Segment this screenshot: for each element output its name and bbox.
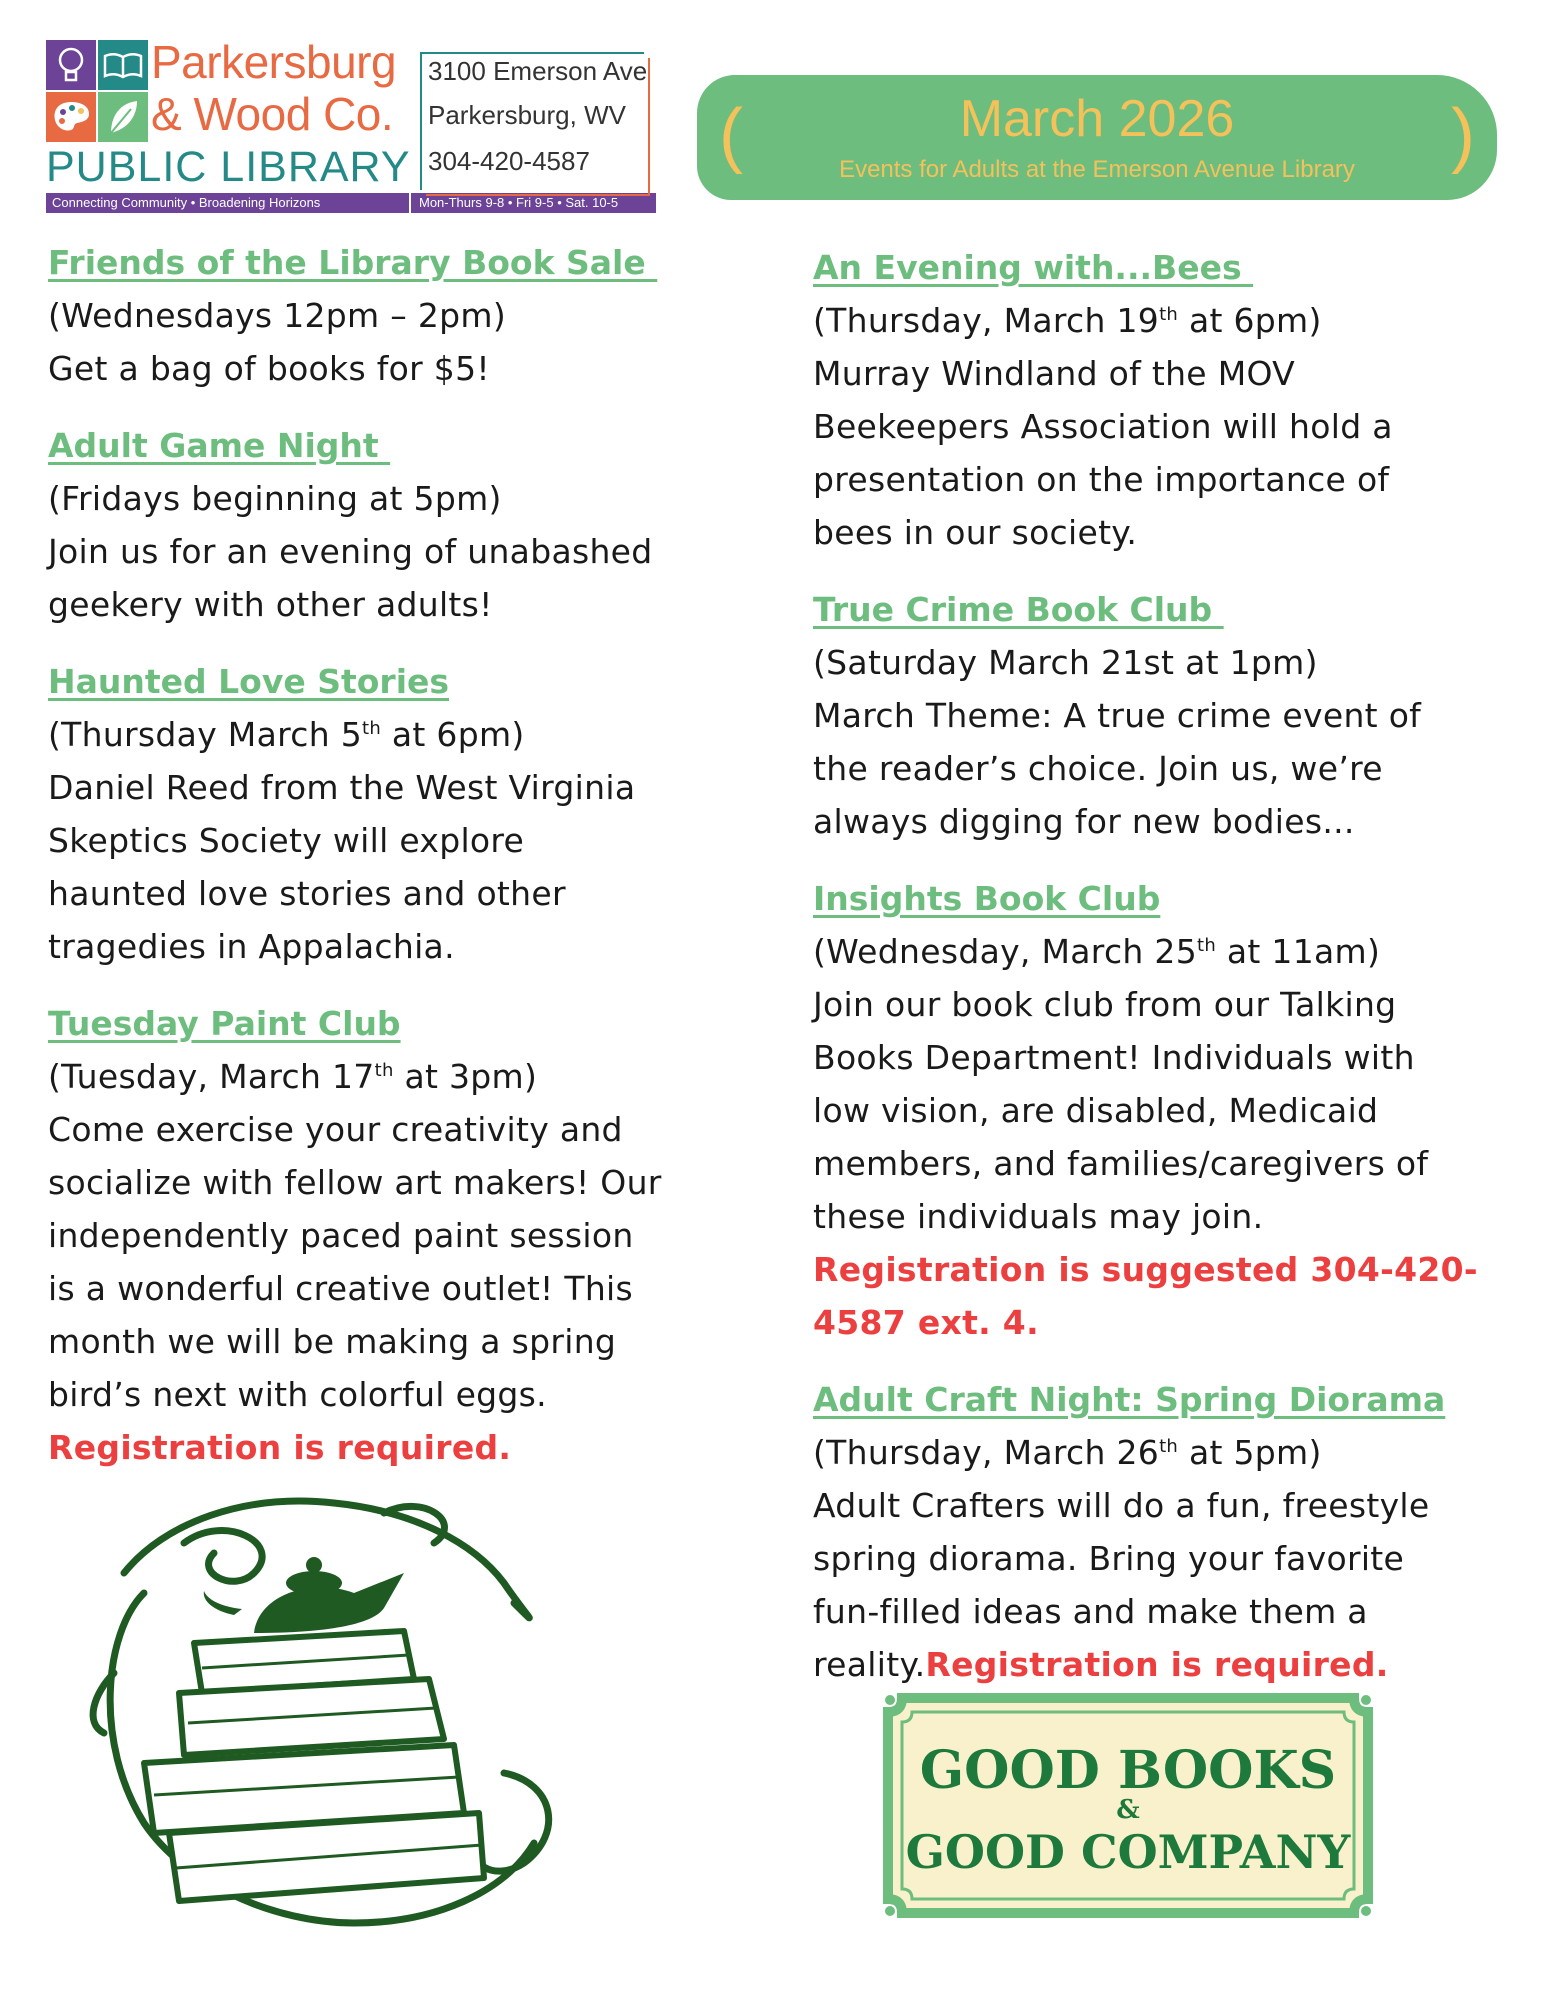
event-desc-line: always digging for new bodies... <box>813 802 1355 841</box>
event-desc-line: tragedies in Appalachia. <box>48 927 455 966</box>
tagline: Connecting Community • Broadening Horizons <box>52 195 321 210</box>
registration-note: Registration is required. <box>48 1428 512 1467</box>
event-desc-line: March Theme: A true crime event of <box>813 696 1422 735</box>
event-title[interactable]: True Crime Book Club <box>813 590 1224 629</box>
address-phone: 304-420-4587 <box>428 146 590 176</box>
open-book-icon <box>98 40 148 90</box>
event-desc-line: Daniel Reed from the West Virginia <box>48 768 636 807</box>
event-desc-line: members, and families/caregivers of <box>813 1144 1429 1183</box>
library-name-line2: & Wood Co. <box>151 88 394 140</box>
event-desc-line: month we will be making a spring <box>48 1322 617 1361</box>
event-desc-line: reality.Registration is required. <box>813 1645 1389 1684</box>
event-true-crime <box>813 583 1513 848</box>
event-desc-line: Adult Crafters will do a fun, freestyle <box>813 1486 1430 1525</box>
event-desc-line: Murray Windland of the MOV <box>813 354 1296 393</box>
event-title[interactable]: Haunted Love Stories <box>48 662 450 701</box>
event-desc-line: Beekeepers Association will hold a <box>813 407 1393 446</box>
event-when: (Thursday, March 19th at 6pm) <box>813 301 1322 340</box>
library-name <box>151 36 396 140</box>
event-desc-line: Join our book club from our Talking <box>813 985 1397 1024</box>
event-desc-line: the reader’s choice. Join us, we’re <box>813 749 1383 788</box>
event-when: (Thursday, March 26th at 5pm) <box>813 1433 1322 1472</box>
palette-icon <box>46 92 96 142</box>
lightbulb-icon <box>46 40 96 90</box>
event-book-sale <box>48 236 748 395</box>
event-desc-line: bird’s next with colorful eggs. <box>48 1375 547 1414</box>
event-title[interactable]: Adult Game Night <box>48 426 391 465</box>
event-desc-line: independently paced paint session <box>48 1216 634 1255</box>
events-right-column <box>813 241 1513 1715</box>
banner-right-bracket: ) <box>1451 95 1475 175</box>
registration-note: Registration is suggested 304-420- <box>813 1250 1478 1289</box>
registration-note: 4587 ext. 4. <box>813 1303 1039 1342</box>
event-paint-club <box>48 997 748 1474</box>
logo-icons <box>46 40 148 142</box>
sign-line1: GOOD BOOKS <box>919 1740 1337 1801</box>
event-haunted-love-stories <box>48 655 748 973</box>
library-name-line3: PUBLIC LIBRARY <box>46 143 411 191</box>
banner-left-bracket: ( <box>719 95 743 175</box>
sign-line2: GOOD COMPANY <box>905 1825 1351 1879</box>
event-desc-line: fun-filled ideas and make them a <box>813 1592 1368 1631</box>
event-when: (Saturday March 21st at 1pm) <box>813 643 1318 682</box>
address-city: Parkersburg, WV <box>428 100 626 130</box>
library-address-block <box>420 48 648 193</box>
event-desc-line: spring diorama. Bring your favorite <box>813 1539 1405 1578</box>
event-bees <box>813 241 1513 559</box>
event-desc-line: Come exercise your creativity and <box>48 1110 623 1149</box>
event-title[interactable]: An Evening with...Bees <box>813 248 1254 287</box>
banner-title: March 2026 <box>959 90 1235 148</box>
event-desc-line: low vision, are disabled, Medicaid <box>813 1091 1379 1130</box>
event-title[interactable]: Insights Book Club <box>813 879 1161 918</box>
good-books-sign <box>878 1688 1378 1923</box>
event-desc-line: Join us for an evening of unabashed <box>48 532 653 571</box>
event-desc-line: is a wonderful creative outlet! This <box>48 1269 634 1308</box>
logo-tagline-bar <box>46 193 656 213</box>
event-craft-night <box>813 1373 1513 1691</box>
event-when: (Fridays beginning at 5pm) <box>48 479 502 518</box>
event-desc-line: bees in our society. <box>813 513 1138 552</box>
address-street: 3100 Emerson Ave <box>428 56 648 86</box>
events-left-column <box>48 236 748 1498</box>
event-when: (Wednesdays 12pm – 2pm) <box>48 296 507 335</box>
event-desc-line: geekery with other adults! <box>48 585 493 624</box>
event-game-night <box>48 419 748 631</box>
genie-lamp-on-books-icon <box>84 1483 584 1938</box>
event-title[interactable]: Tuesday Paint Club <box>48 1004 401 1043</box>
event-desc-line: socialize with fellow art makers! Our <box>48 1163 662 1202</box>
registration-note: Registration is required. <box>925 1645 1389 1684</box>
hours: Mon-Thurs 9-8 • Fri 9-5 • Sat. 10-5 <box>409 193 618 213</box>
event-desc-line: these individuals may join. <box>813 1197 1264 1236</box>
event-when: (Tuesday, March 17th at 3pm) <box>48 1057 538 1096</box>
event-desc-line: Books Department! Individuals with <box>813 1038 1415 1077</box>
event-desc-line: Get a bag of books for $5! <box>48 349 490 388</box>
library-name-line1: Parkersburg <box>151 36 397 88</box>
event-title[interactable]: Friends of the Library Book Sale <box>48 243 658 282</box>
event-insights <box>813 872 1513 1349</box>
sign-ampersand: & <box>1116 1795 1140 1825</box>
event-title[interactable]: Adult Craft Night: Spring Diorama <box>813 1380 1446 1419</box>
event-when: (Thursday March 5th at 6pm) <box>48 715 525 754</box>
event-when: (Wednesday, March 25th at 11am) <box>813 932 1381 971</box>
event-desc-line: Skeptics Society will explore <box>48 821 525 860</box>
month-banner <box>697 75 1497 200</box>
event-desc-line: haunted love stories and other <box>48 874 566 913</box>
event-desc-line: presentation on the importance of <box>813 460 1390 499</box>
banner-subtitle: Events for Adults at the Emerson Avenue Library <box>839 156 1355 183</box>
leaf-icon <box>98 92 148 142</box>
